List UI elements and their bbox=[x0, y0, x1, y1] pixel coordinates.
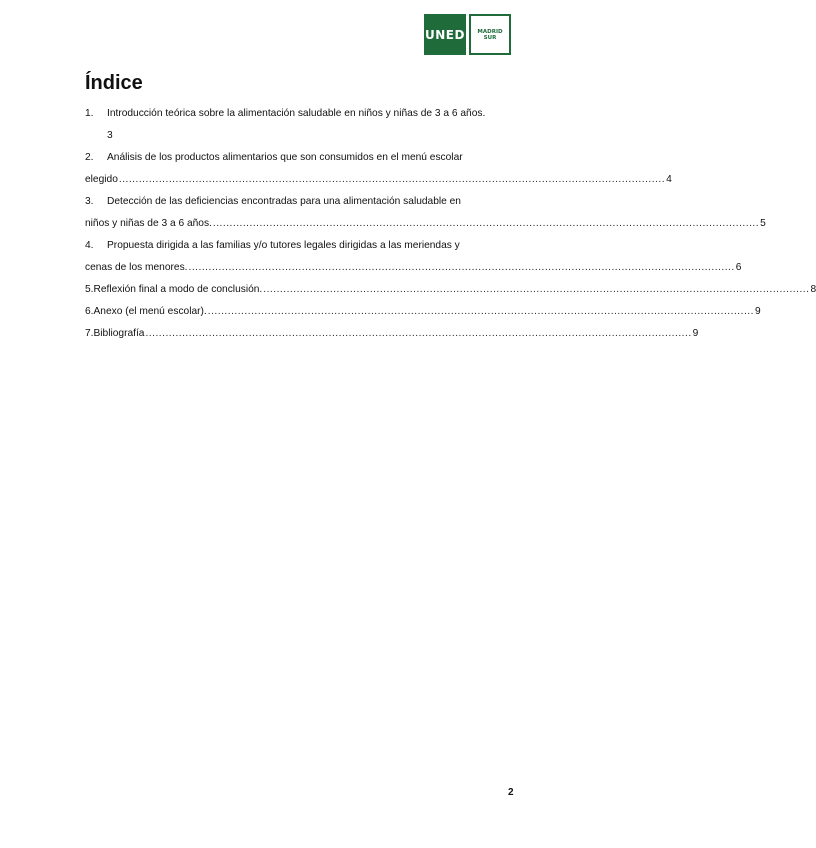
toc-entry-4[interactable] bbox=[85, 235, 742, 279]
uned-logo-text: UNED bbox=[425, 27, 465, 42]
toc-title: Introducción teórica sobre la alimentación saludable en niños y niñas de 3 a 6 años. bbox=[107, 108, 486, 119]
toc-page-number: 5 bbox=[760, 218, 766, 229]
toc-page-number: 8 bbox=[810, 284, 816, 295]
toc-entry-1[interactable] bbox=[85, 103, 514, 147]
toc-number: 3. bbox=[85, 196, 94, 207]
page-title: Índice bbox=[85, 72, 143, 94]
toc-title: Propuesta dirigida a las familias y/o tutores legales dirigidas a las meriendas y bbox=[107, 240, 460, 251]
toc-entry-3[interactable] bbox=[85, 191, 766, 235]
dot-leader: .................................................................................................................................................................... bbox=[207, 306, 754, 317]
toc-leader-row bbox=[85, 323, 699, 345]
toc-number: 4. bbox=[85, 240, 94, 251]
toc-page-number: 4 bbox=[666, 174, 672, 185]
dot-leader: .................................................................................................................................................................... bbox=[118, 174, 666, 185]
dot-leader: .................................................................................................................................................................... bbox=[188, 262, 735, 273]
toc-leader-row bbox=[85, 169, 672, 191]
toc-title-continued: elegido bbox=[85, 174, 118, 185]
dot-leader: .................................................................................................................................................................... bbox=[145, 328, 692, 339]
toc-number: 1. bbox=[85, 108, 94, 119]
toc-entry-line bbox=[85, 235, 514, 257]
page-number: 2 bbox=[508, 787, 514, 798]
madrid-sur-logo-text: MADRID SUR bbox=[477, 28, 503, 41]
toc-title-continued: niños y niñas de 3 a 6 años. bbox=[85, 218, 212, 229]
toc-title: Reflexión final a modo de conclusión. bbox=[93, 284, 263, 295]
madrid-sur-logo-mark bbox=[469, 14, 511, 55]
toc-entry-7[interactable] bbox=[85, 323, 699, 345]
toc-entry-6[interactable] bbox=[85, 301, 761, 323]
toc-number: 6. bbox=[85, 306, 94, 317]
toc-entry-2[interactable] bbox=[85, 147, 672, 191]
uned-logo bbox=[424, 14, 511, 55]
toc-entry-5[interactable] bbox=[85, 279, 816, 301]
toc-leader-row bbox=[85, 279, 816, 301]
toc-page-number: 9 bbox=[692, 328, 699, 339]
toc-page-number: 9 bbox=[754, 306, 761, 317]
table-of-contents bbox=[85, 103, 816, 345]
toc-leader-row bbox=[85, 301, 761, 323]
toc-title-continued: cenas de los menores. bbox=[85, 262, 188, 273]
dot-leader: .................................................................................................................................................................... bbox=[212, 218, 760, 229]
uned-logo-mark bbox=[424, 14, 466, 55]
toc-number: 7. bbox=[85, 328, 94, 339]
toc-entry-line bbox=[85, 147, 514, 169]
toc-title: Detección de las deficiencias encontradas para una alimentación saludable en bbox=[107, 196, 461, 207]
toc-page-number: 6 bbox=[735, 262, 742, 273]
toc-entry-line bbox=[85, 103, 514, 125]
toc-number: 2. bbox=[85, 152, 94, 163]
toc-leader-row bbox=[85, 257, 742, 279]
dot-leader: .................................................................................................................................................................... bbox=[263, 284, 810, 295]
toc-title: Bibliografía bbox=[93, 328, 145, 339]
toc-page-number: 3 bbox=[107, 130, 113, 141]
toc-title: Análisis de los productos alimentarios que son consumidos en el menú escolar bbox=[107, 152, 463, 163]
toc-title: Anexo (el menú escolar). bbox=[93, 306, 207, 317]
toc-entry-line bbox=[85, 191, 514, 213]
toc-number: 5. bbox=[85, 284, 94, 295]
toc-leader-row bbox=[85, 213, 766, 235]
